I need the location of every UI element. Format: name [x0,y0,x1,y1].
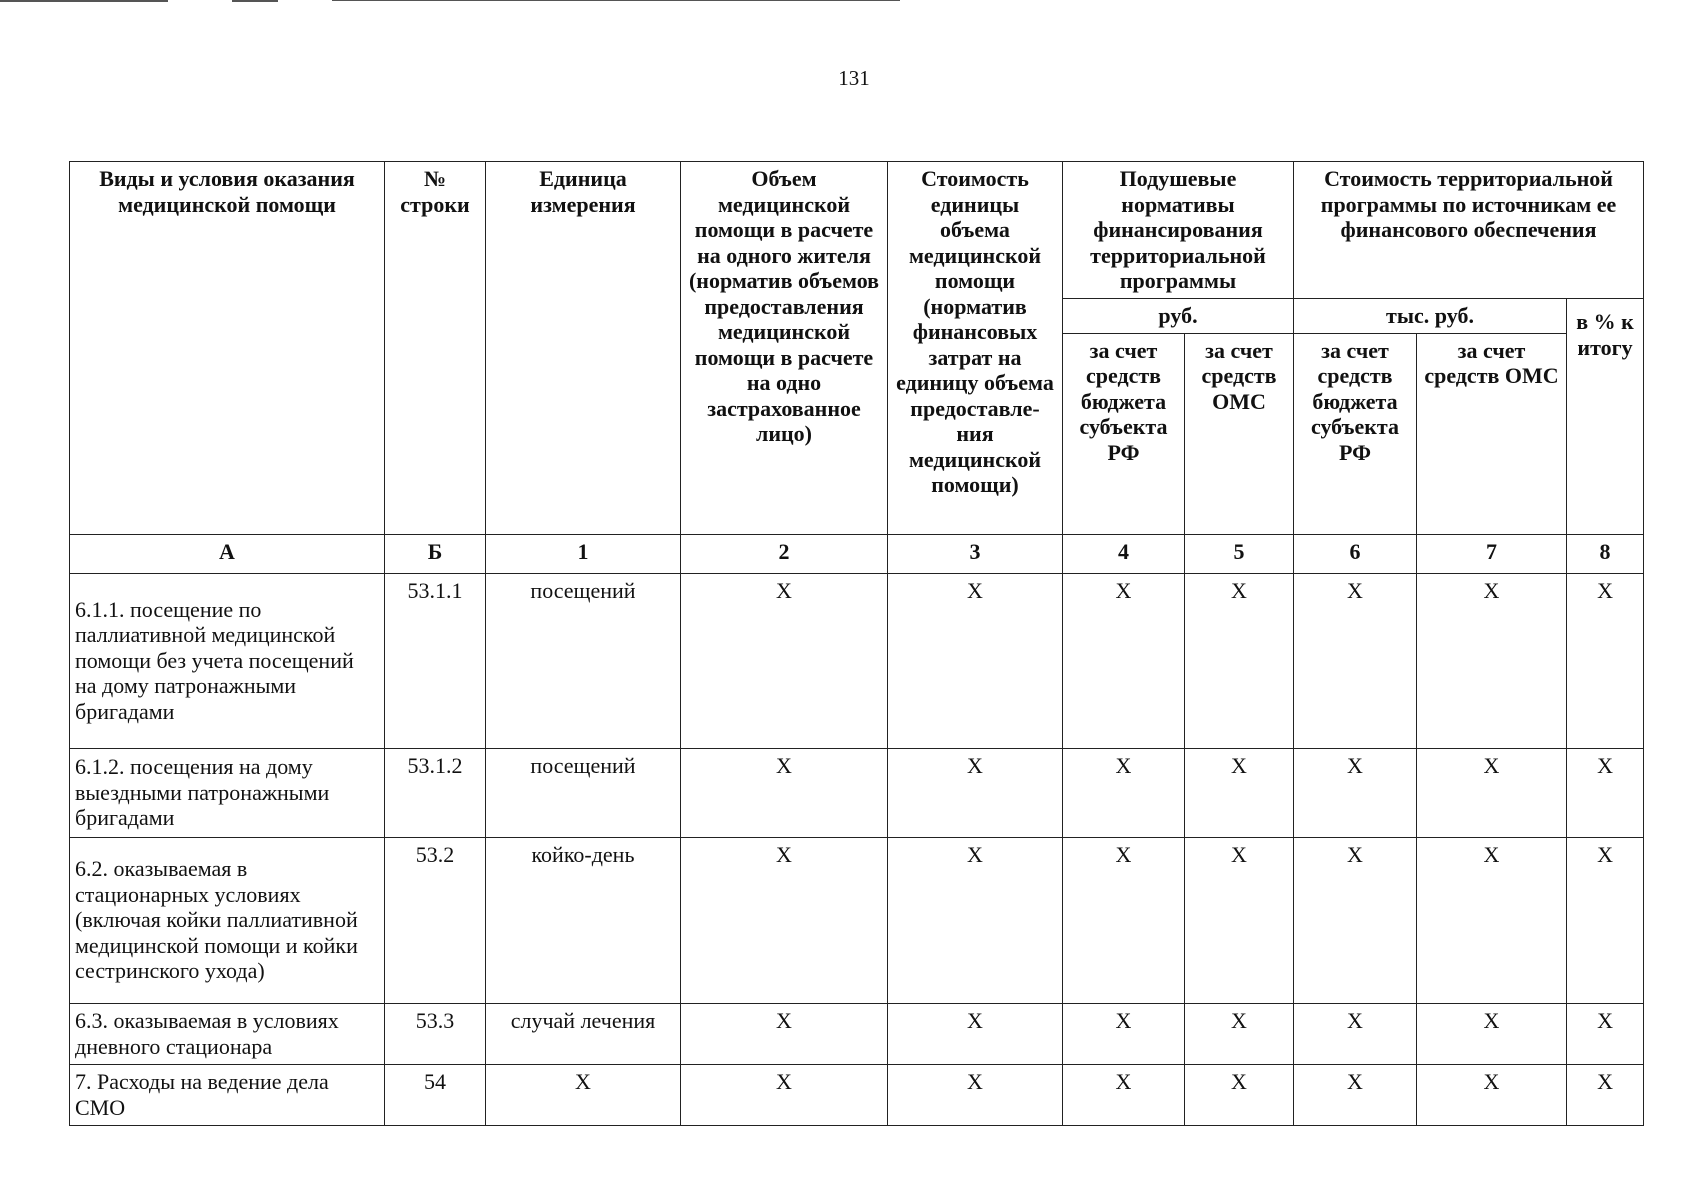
header-unit-cost: Стоимость единицы объема медицинской помощи (норматив финансовых затрат на единицу объема предоставле-ния медицинской помощи) [888,162,1063,535]
row-value: X [681,1003,888,1064]
column-index: А [70,534,385,573]
row-value: X [1063,837,1185,1003]
row-unit: посещений [486,748,681,837]
row-value: X [1417,1064,1567,1125]
row-kind: 6.3. оказываемая в условиях дневного стационара [70,1003,385,1064]
financing-table [69,161,1644,1126]
row-unit: посещений [486,573,681,748]
table-row [70,573,1644,748]
row-value: X [681,573,888,748]
header-per-capita: Подушевые нормативы финансирования территориальной программы [1063,162,1294,299]
column-index: 8 [1567,534,1644,573]
header-thous-rub: тыс. руб. [1294,299,1567,334]
table-row [70,1064,1644,1125]
row-value: X [681,748,888,837]
header-kinds: Виды и условия оказания медицинской помощи [70,162,385,535]
row-value: X [1417,837,1567,1003]
column-index: 6 [1294,534,1417,573]
row-unit: случай лечения [486,1003,681,1064]
row-value: X [1185,837,1294,1003]
row-value: X [1417,1003,1567,1064]
row-value: X [1567,1003,1644,1064]
scan-edge-line [232,0,278,2]
row-value: X [1063,573,1185,748]
table-header [70,162,1644,574]
row-value: X [1417,748,1567,837]
table-body [70,573,1644,1125]
row-value: X [1185,1003,1294,1064]
row-value: X [681,1064,888,1125]
row-value: X [1294,573,1417,748]
row-kind: 7. Расходы на ведение дела СМО [70,1064,385,1125]
row-value: X [1294,837,1417,1003]
header-program-cost: Стоимость территориальной программы по источникам ее финансового обеспечения [1294,162,1644,299]
column-index: 7 [1417,534,1567,573]
row-unit: койко-день [486,837,681,1003]
table-row [70,748,1644,837]
row-value: X [1185,748,1294,837]
row-value: X [1567,573,1644,748]
row-kind: 6.1.2. посещения на дому выездными патронажными бригадами [70,748,385,837]
row-value: X [888,837,1063,1003]
row-value: X [1567,837,1644,1003]
row-value: X [1063,1064,1185,1125]
column-index: 5 [1185,534,1294,573]
column-index: 2 [681,534,888,573]
row-number: 53.3 [385,1003,486,1064]
row-value: X [1294,1003,1417,1064]
header-oms-rub: за счет средств ОМС [1185,333,1294,534]
row-value: X [888,1003,1063,1064]
row-value: X [1063,748,1185,837]
row-value: X [1417,573,1567,748]
scan-edge-line [0,0,168,2]
table-row [70,1003,1644,1064]
header-rub: руб. [1063,299,1294,334]
row-value: X [1567,748,1644,837]
header-volume: Объем медицинской помощи в расчете на одного жителя (норматив объемов предоставления медицинской помощи в расчете на одно застрахованное лицо) [681,162,888,535]
table-row [70,837,1644,1003]
row-value: X [1185,573,1294,748]
row-number: 53.1.1 [385,573,486,748]
row-unit: X [486,1064,681,1125]
row-number: 53.2 [385,837,486,1003]
column-index: 4 [1063,534,1185,573]
column-index: 3 [888,534,1063,573]
page-number: 131 [838,66,870,90]
header-budget-rub: за счет средств бюджета субъекта РФ [1063,333,1185,534]
row-value: X [888,748,1063,837]
row-number: 54 [385,1064,486,1125]
row-value: X [1567,1064,1644,1125]
row-value: X [888,1064,1063,1125]
header-unit: Единица измерения [486,162,681,535]
row-value: X [1185,1064,1294,1125]
header-oms-thous: за счет средств ОМС [1417,333,1567,534]
column-index: Б [385,534,486,573]
row-kind: 6.1.1. посещение по паллиативной медицинской помощи без учета посещений на дому патронажными бригадами [70,573,385,748]
column-index: 1 [486,534,681,573]
row-kind: 6.2. оказываемая в стационарных условиях (включая койки паллиативной медицинской помощи и койки сестринского ухода) [70,837,385,1003]
row-number: 53.1.2 [385,748,486,837]
row-value: X [888,573,1063,748]
header-budget-thous: за счет средств бюджета субъекта РФ [1294,333,1417,534]
row-value: X [1294,748,1417,837]
header-row-number: № строки [385,162,486,535]
row-value: X [681,837,888,1003]
header-percent: в % к итогу [1567,299,1644,535]
column-index-row [70,534,1644,573]
row-value: X [1294,1064,1417,1125]
row-value: X [1063,1003,1185,1064]
scan-edge-line [332,0,900,1]
